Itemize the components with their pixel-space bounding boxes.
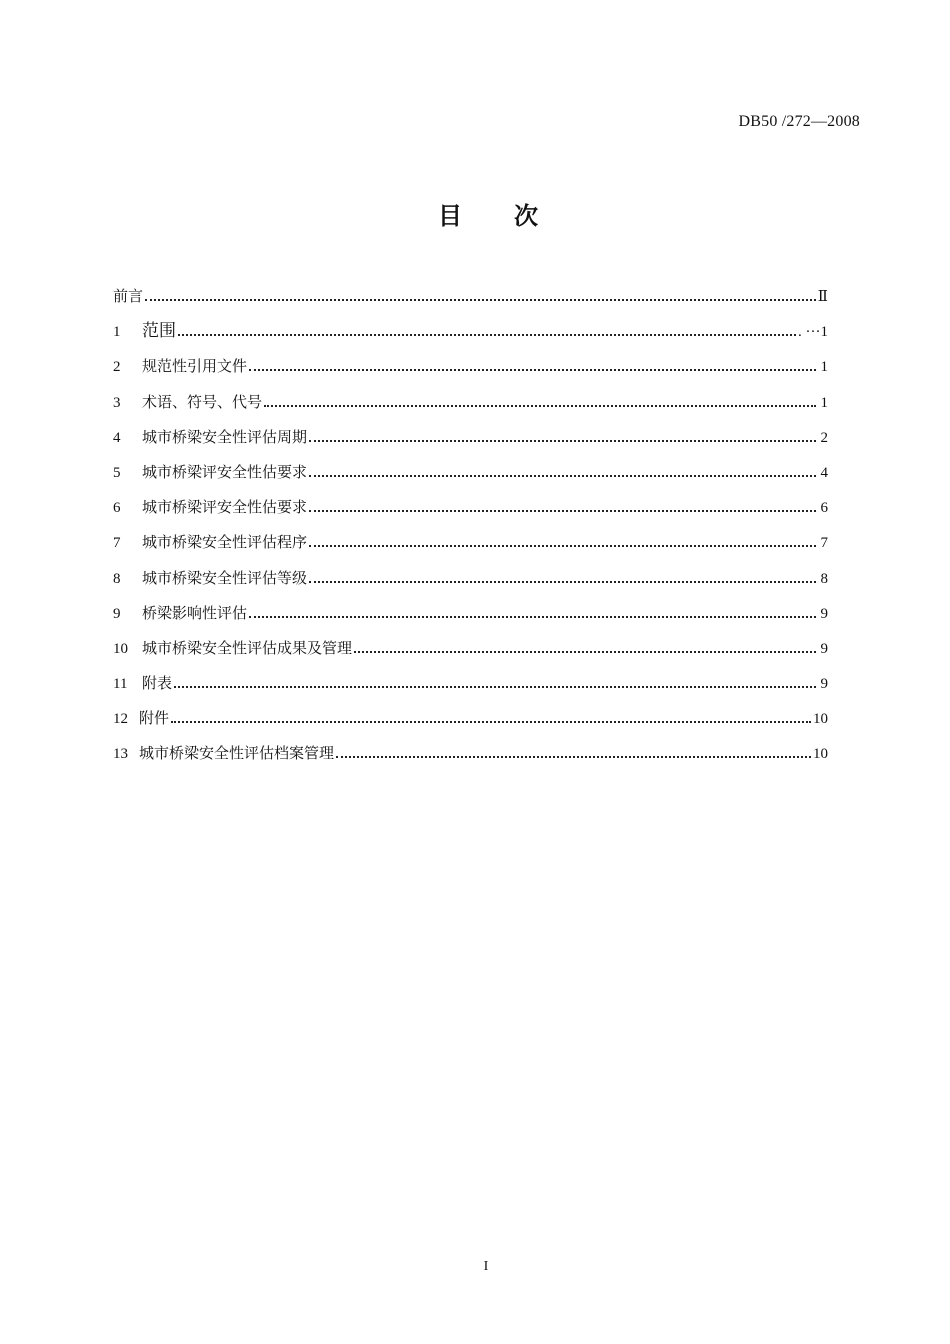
title-char-2: 次 [514,202,538,230]
table-of-contents [113,283,828,776]
toc-entry-label: 城市桥梁安全性评估等级 [142,568,308,587]
toc-entry-page: 9 [820,605,828,622]
toc-entry-page: 1 [820,394,828,411]
dot-leader [309,544,816,547]
toc-entry-label: 术语、符号、代号 [142,392,263,411]
dot-leader [174,685,816,688]
toc-entry-8[interactable] [113,565,828,600]
toc-entry-number: 7 [113,535,121,552]
dot-leader [354,650,816,653]
toc-entry-label: 城市桥梁评安全性估要求 [142,498,308,517]
dot-leader [309,580,816,583]
dot-leader [249,368,816,371]
toc-entry-11[interactable] [113,670,828,705]
toc-entry-3[interactable] [113,389,828,424]
toc-entry-10[interactable] [113,635,828,670]
dot-leader [145,298,816,301]
toc-entry-12[interactable] [113,705,828,740]
toc-entry-page: 6 [820,500,828,517]
dot-leader [309,439,816,442]
toc-entry-page: 10 [813,746,828,763]
toc-entry-number: 4 [113,429,121,446]
toc-entry-label: 城市桥梁评安全性估要求 [142,462,308,481]
toc-entry-label: 桥梁影响性评估 [142,603,248,622]
toc-entry-page: 9 [820,676,828,693]
toc-entry-page: 7 [820,535,828,552]
toc-entry-page: 10 [813,711,828,728]
toc-entry-label: 附件 [139,709,170,728]
dot-leader [264,404,816,407]
document-code: DB50 /272—2008 [738,113,860,130]
toc-entry-2[interactable] [113,353,828,388]
toc-entry-page: Ⅱ [817,289,828,305]
toc-entry-number: 5 [113,464,121,481]
dot-leader [309,474,816,477]
toc-entry-1[interactable] [113,318,828,353]
dot-leader [249,615,816,618]
toc-entry-number: 3 [113,394,121,411]
toc-entry-number: 11 [113,676,128,693]
toc-entry-label: 规范性引用文件 [142,357,248,376]
page-number: I [483,1259,489,1274]
dot-leader [336,755,811,758]
toc-entry-number: 6 [113,500,121,517]
toc-entry-page: 8 [820,570,828,587]
toc-entry-label: 附表 [142,674,173,693]
toc-entry-label: 城市桥梁安全性评估程序 [142,533,308,552]
toc-entry-label: 城市桥梁安全性评估成果及管理 [142,638,353,657]
toc-entry-number: 2 [113,359,121,376]
title-char-1: 目 [438,202,462,230]
toc-entry-number: 12 [113,711,128,728]
toc-entry-label: 范围 [142,321,176,342]
toc-entry-page: . ···1 [798,324,828,341]
toc-entry-13[interactable] [113,740,828,775]
toc-entry-page: 1 [820,359,828,376]
dot-leader [309,509,816,512]
toc-entry-5[interactable] [113,459,828,494]
dot-leader [178,333,796,336]
toc-entry-number: 8 [113,570,121,587]
toc-entry-page: 9 [820,640,828,657]
toc-entry-number: 1 [113,324,121,341]
toc-entry-label: 前言 [113,287,144,305]
toc-entry-6[interactable] [113,494,828,529]
toc-entry-number: 9 [113,605,121,622]
toc-entry-label: 城市桥梁安全性评估周期 [142,427,308,446]
toc-entry-page: 4 [820,464,828,481]
toc-entry-4[interactable] [113,424,828,459]
toc-entry-foreword[interactable] [113,283,828,318]
toc-entry-9[interactable] [113,600,828,635]
page-title [0,196,950,231]
toc-entry-label: 城市桥梁安全性评估档案管理 [139,744,335,763]
dot-leader [171,720,811,723]
toc-entry-page: 2 [820,429,828,446]
toc-entry-7[interactable] [113,529,828,564]
toc-entry-number: 13 [113,746,128,763]
toc-entry-number: 10 [113,640,128,657]
